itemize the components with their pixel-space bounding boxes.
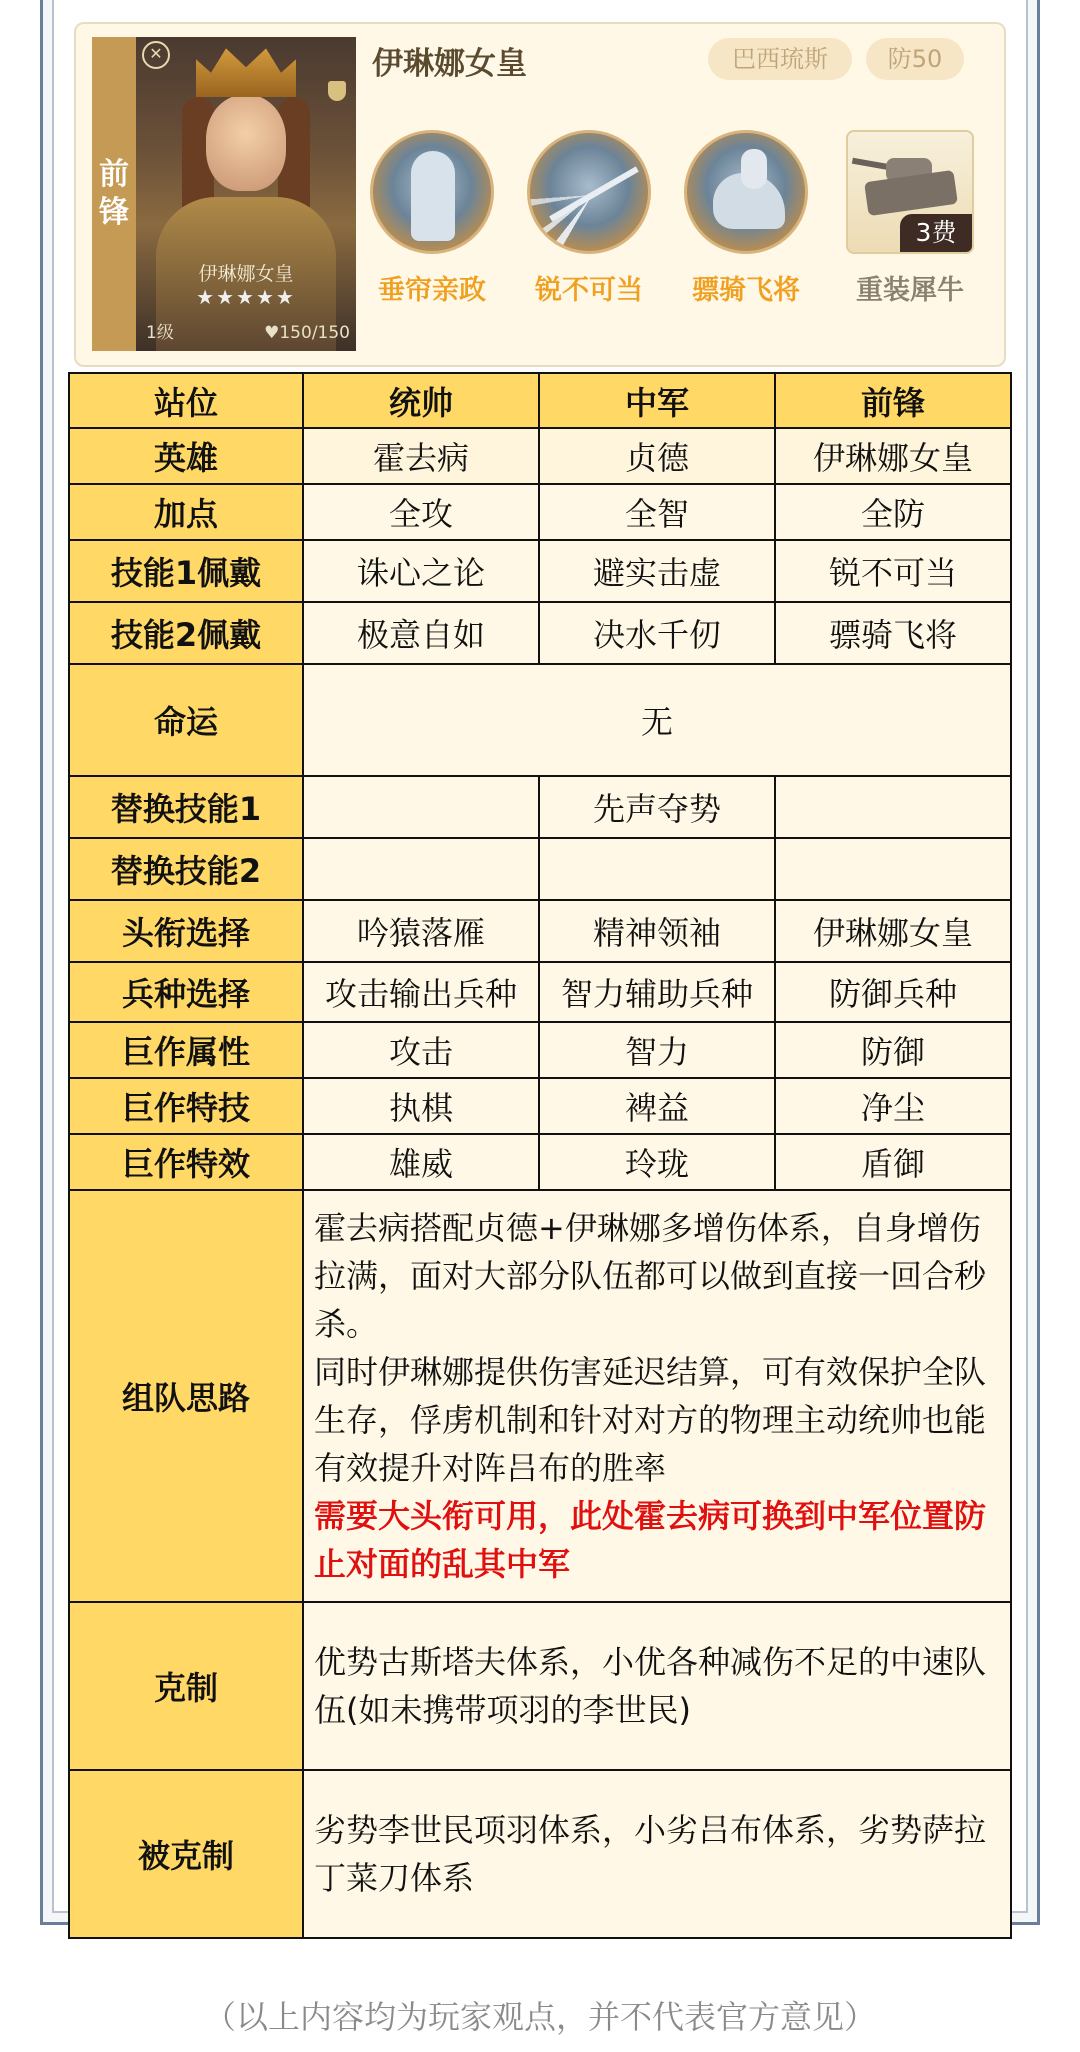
disclaimer: （以上内容均为玩家观点，并不代表官方意见） (203, 1998, 876, 2036)
star-rating: ★★★★★ (196, 285, 296, 309)
table-row (69, 602, 1011, 664)
portrait-name: 伊琳娜女皇 (198, 263, 294, 285)
table-cell: 诛心之论 (303, 540, 539, 602)
row-label: 命运 (69, 664, 303, 776)
table-cell: 决水千仞 (539, 602, 775, 664)
table-cell: 全智 (539, 484, 775, 540)
table-row (69, 776, 1011, 838)
row-label: 兵种选择 (69, 962, 303, 1022)
table-cell: 攻击输出兵种 (303, 962, 539, 1022)
row-label: 英雄 (69, 428, 303, 484)
table-cell (539, 838, 775, 900)
skill-icon-1[interactable] (370, 130, 494, 254)
table-cell: 裨益 (539, 1078, 775, 1134)
table-cell: 净尘 (775, 1078, 1011, 1134)
close-icon[interactable]: ✕ (142, 41, 170, 69)
hero-portrait[interactable] (136, 37, 356, 351)
table-cell: 先声夺势 (539, 776, 775, 838)
table-row (69, 838, 1011, 900)
table-cell: 全攻 (303, 484, 539, 540)
table-header-row (69, 373, 1011, 428)
table-row (69, 1134, 1011, 1190)
row-label: 巨作属性 (69, 1022, 303, 1078)
row-label: 技能1佩戴 (69, 540, 303, 602)
portrait-face (206, 95, 286, 191)
table-cell: 精神领袖 (539, 900, 775, 962)
crown-icon (196, 43, 296, 97)
table-cell (303, 838, 539, 900)
skill-icon-2[interactable] (527, 130, 651, 254)
role-char-2: 锋 (99, 195, 129, 230)
counters-row (69, 1602, 1011, 1770)
table-cell (303, 776, 539, 838)
row-label: 克制 (69, 1602, 303, 1770)
row-label: 被克制 (69, 1770, 303, 1938)
table-cell (775, 776, 1011, 838)
table-cell (775, 838, 1011, 900)
table-cell: 霍去病 (303, 428, 539, 484)
skill-label-2: 锐不可当 (535, 275, 643, 306)
table-cell: 极意自如 (303, 602, 539, 664)
role-strip (92, 37, 136, 351)
table-row (69, 664, 1011, 776)
header-cell: 中军 (539, 373, 775, 428)
table-cell: 锐不可当 (775, 540, 1011, 602)
skill-label-4: 重装犀牛 (856, 275, 964, 306)
skill-label-1: 垂帘亲政 (378, 275, 486, 306)
strategy-line-2: 同时伊琳娜提供伤害延迟结算，可有效保护全队生存，俘虏机制和针对对方的物理主动统帅也能有效提升对阵吕布的胜率 (314, 1353, 987, 1487)
strategy-row (69, 1190, 1011, 1602)
strategy-highlight: 需要大头衔可用，此处霍去病可换到中军位置防止对面的乱其中军 (314, 1497, 987, 1583)
strategy-text (303, 1190, 1011, 1602)
table-cell: 吟猿落雁 (303, 900, 539, 962)
skill-label-3: 骠骑飞将 (692, 275, 800, 306)
hero-name: 伊琳娜女皇 (372, 46, 527, 82)
hero-level: 1级 (146, 323, 174, 343)
table-cell: 智力 (539, 1022, 775, 1078)
counters-text: 优势古斯塔夫体系，小优各种减伤不足的中速队伍(如未携带项羽的李世民) (303, 1602, 1011, 1770)
table-cell: 玲珑 (539, 1134, 775, 1190)
table-row (69, 428, 1011, 484)
countered-by-row (69, 1770, 1011, 1938)
table-row (69, 962, 1011, 1022)
table-cell: 伊琳娜女皇 (775, 900, 1011, 962)
table-cell: 全防 (775, 484, 1011, 540)
tag-defense: 防50 (866, 38, 964, 80)
countered-by-text: 劣势李世民项羽体系，小劣吕布体系，劣势萨拉丁菜刀体系 (303, 1770, 1011, 1938)
strategy-line-1: 霍去病搭配贞德+伊琳娜多增伤体系，自身增伤拉满，面对大部分队伍都可以做到直接一回合秒杀。 (314, 1209, 987, 1343)
table-cell: 贞德 (539, 428, 775, 484)
table-cell: 执棋 (303, 1078, 539, 1134)
row-label: 替换技能2 (69, 838, 303, 900)
row-label: 巨作特效 (69, 1134, 303, 1190)
role-char-1: 前 (99, 157, 129, 192)
row-label: 头衔选择 (69, 900, 303, 962)
cost-badge: 3费 (900, 214, 972, 252)
header-cell: 前锋 (775, 373, 1011, 428)
table-cell: 智力辅助兵种 (539, 962, 775, 1022)
table-cell: 防御兵种 (775, 962, 1011, 1022)
table-cell: 避实击虚 (539, 540, 775, 602)
row-label: 技能2佩戴 (69, 602, 303, 664)
tag-faction: 巴西琉斯 (708, 38, 852, 80)
shield-icon (328, 81, 346, 101)
row-label: 组队思路 (69, 1190, 303, 1602)
table-cell: 雄威 (303, 1134, 539, 1190)
header-cell: 站位 (69, 373, 303, 428)
table-row (69, 540, 1011, 602)
hero-hp: ♥150/150 (264, 323, 350, 343)
table-row (69, 1078, 1011, 1134)
table-cell: 无 (303, 664, 1011, 776)
table-row (69, 484, 1011, 540)
row-label: 巨作特技 (69, 1078, 303, 1134)
unit-card-tank[interactable] (846, 130, 974, 254)
table-row (69, 1022, 1011, 1078)
lineup-table (68, 372, 1012, 1939)
skill-icon-3[interactable] (684, 130, 808, 254)
row-label: 加点 (69, 484, 303, 540)
table-cell: 骠骑飞将 (775, 602, 1011, 664)
row-label: 替换技能1 (69, 776, 303, 838)
table-row (69, 900, 1011, 962)
header-cell: 统帅 (303, 373, 539, 428)
table-cell: 盾御 (775, 1134, 1011, 1190)
table-cell: 攻击 (303, 1022, 539, 1078)
table-cell: 伊琳娜女皇 (775, 428, 1011, 484)
table-cell: 防御 (775, 1022, 1011, 1078)
